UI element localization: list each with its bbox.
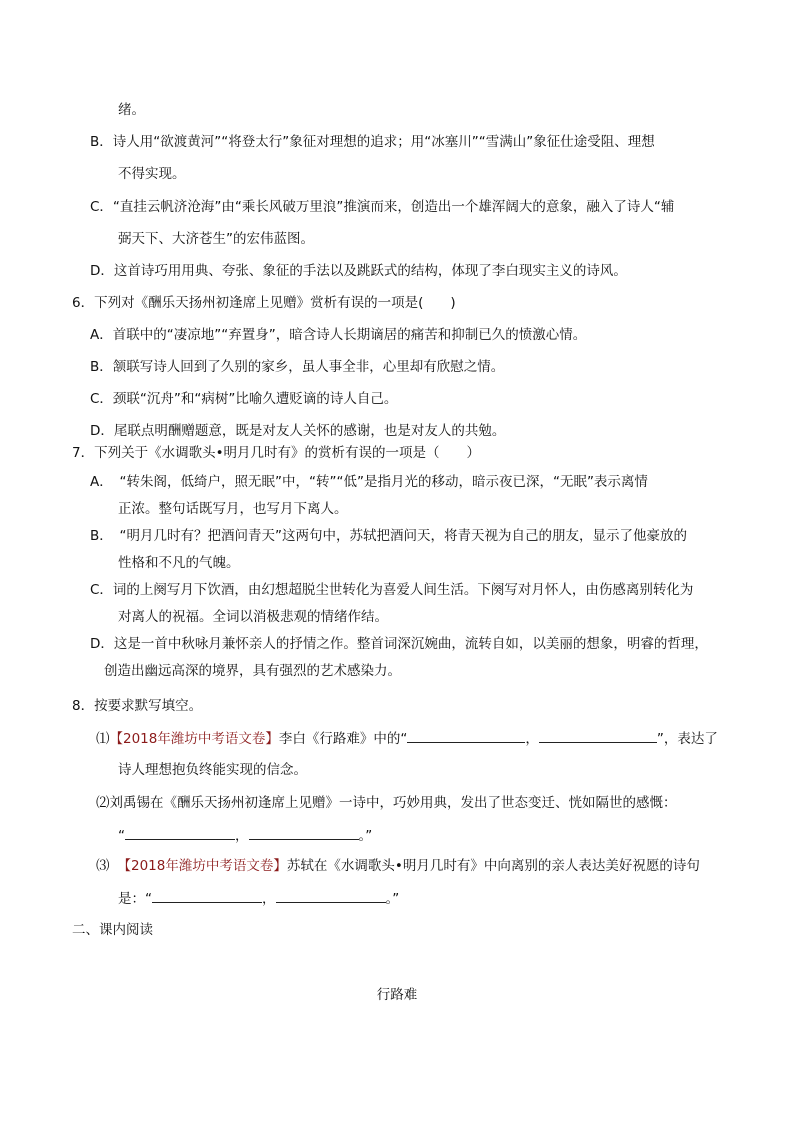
q8-part3-number: ⑶ (96, 858, 110, 874)
q8-part3-close-quote: 。” (385, 891, 400, 907)
q7-option-b-line1: B． “明月几时有？把酒问青天”这两句中，苏轼把酒问天，将青天视为自己的朋友，显示了他豪放的 (90, 528, 687, 544)
q5-option-b-line2: 不得实现。 (118, 166, 186, 182)
q8-part1-prompt: 李白《行路难》中的“ (278, 731, 408, 747)
q8-part1-blank-1[interactable] (407, 728, 525, 743)
q7-option-d-line1: D．这是一首中秋咏月兼怀亲人的抒情之作。整首词深沉婉曲，流转自如，以美丽的想象，明睿的哲理， (90, 636, 708, 652)
q6-stem: 6．下列对《酬乐天扬州初逢席上见赠》赏析有误的一项是( ) (72, 295, 456, 311)
q8-part2-line1: ⑵刘禹锡在《酬乐天扬州初逢席上见赠》一诗中，巧妙用典，发出了世态变迁、恍如隔世的感慨： (96, 795, 677, 811)
q8-part1-line1 (96, 728, 718, 749)
q7-option-b-line2: 性格和不凡的气魄。 (118, 555, 240, 571)
q8-part1-separator: ， (525, 731, 539, 747)
q5-option-c-line1: C．“直挂云帆济沧海”由“乘长风破万里浪”推演而来，创造出一个雄浑阔大的意象，融入了诗人“辅 (90, 199, 675, 215)
q8-part2-separator: ， (235, 828, 249, 844)
q7-stem: 7．下列关于《水调歌头•明月几时有》的赏析有误的一项是（ ） (72, 445, 481, 461)
q7-option-a-line2: 正浓。整句话既写月，也写月下离人。 (118, 501, 348, 517)
q8-part3-prompt: 苏轼在《水调歌头•明月几时有》中向离别的亲人表达美好祝愿的诗句 (286, 858, 700, 874)
q5-option-c-line2: 弼天下、大济苍生”的宏伟蓝图。 (118, 231, 314, 247)
q8-part3-line2 (118, 888, 399, 909)
q8-part3-blank-2[interactable] (276, 888, 386, 903)
poem-title: 行路难 (376, 987, 418, 1003)
q8-stem: 8．按要求默写填空。 (72, 698, 203, 714)
q8-part3-source-tag: 【2018年潍坊中考语文卷】 (117, 858, 287, 874)
q8-part2-line2 (118, 825, 372, 846)
q7-option-a-line1: A． “转朱阁，低绮户，照无眠”中，“转”“低”是指月光的移动，暗示夜已深，“无眠”表示离情 (90, 474, 648, 490)
q8-part1-number: ⑴ (96, 731, 110, 747)
q8-part3-blank-1[interactable] (152, 888, 262, 903)
q7-option-c-line1: C．词的上阕写月下饮酒，由幻想超脱尘世转化为喜爱人间生活。下阕写对月怀人，由伤感离别转化为 (90, 582, 694, 598)
q8-part3-prefix: 是：“ (118, 891, 152, 907)
q6-option-d: D．尾联点明酬赠题意，既是对友人关怀的感谢，也是对友人的共勉。 (90, 423, 506, 439)
q8-part2-blank-1[interactable] (125, 825, 235, 840)
q6-option-b: B．颔联写诗人回到了久别的家乡，虽人事全非，心里却有欣慰之情。 (90, 359, 505, 375)
q8-part1-source-tag: 【2018年潍坊中考语文卷】 (109, 731, 279, 747)
q5-option-d: D．这首诗巧用用典、夸张、象征的手法以及跳跃式的结构，体现了李白现实主义的诗风。 (90, 263, 627, 279)
q7-option-d-line2: 创造出幽远高深的境界，具有强烈的艺术感染力。 (104, 663, 401, 679)
q8-part2-open-quote: “ (118, 828, 125, 844)
q8-part2-blank-2[interactable] (249, 825, 359, 840)
q5-option-b-line1: B．诗人用“欲渡黄河”“将登太行”象征对理想的追求；用“冰塞川”“雪满山”象征仕途受阻、理想 (90, 134, 655, 150)
q8-part2-close-quote: 。” (358, 828, 373, 844)
q8-part3-separator: ， (262, 891, 276, 907)
q8-part1-line2: 诗人理想抱负终能实现的信念。 (118, 762, 307, 778)
q5-option-a-tail: 绪。 (118, 102, 145, 118)
q8-part3-line1 (96, 856, 700, 876)
q7-option-c-line2: 对离人的祝福。全词以消极悲观的情绪作结。 (118, 609, 388, 625)
section-2-heading: 二、课内阅读 (72, 922, 153, 938)
q8-part1-blank-2[interactable] (539, 728, 657, 743)
q6-option-a: A．首联中的“凄凉地”“弃置身”，暗含诗人长期谪居的痛苦和抑制已久的愤激心情。 (90, 327, 587, 343)
q8-part1-suffix: ”，表达了 (656, 731, 718, 747)
q6-option-c: C．颈联“沉舟”和“病树”比喻久遭贬谪的诗人自己。 (90, 391, 398, 407)
